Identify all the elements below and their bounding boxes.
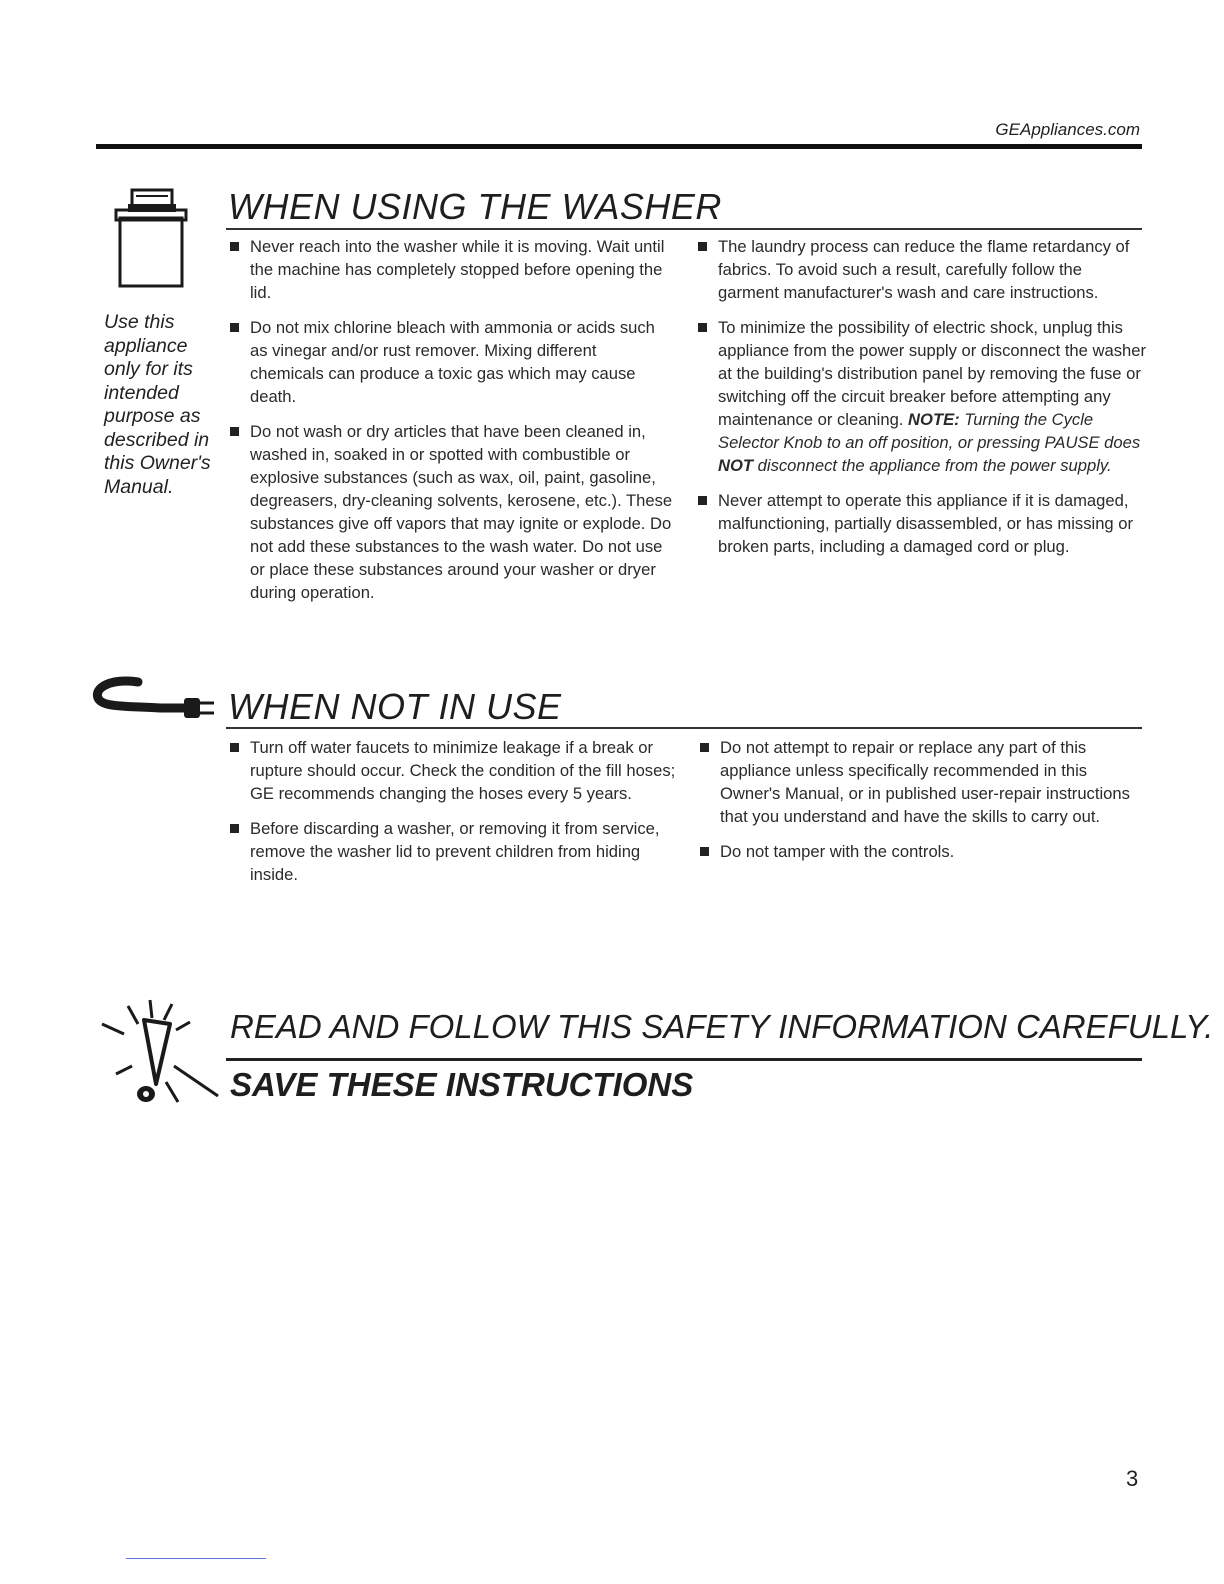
power-cord-icon [90, 668, 220, 724]
section-title-washer: WHEN USING THE WASHER [228, 186, 722, 227]
footer-link-line [126, 1558, 266, 1559]
bullet-icon [700, 743, 709, 752]
site-url: GEAppliances.com [995, 120, 1140, 139]
list-item: Before discarding a washer, or removing it from service, remove the washer lid to prevent children from hiding inside. [230, 817, 676, 886]
list-item: Do not mix chlorine bleach with ammonia or acids such as vinegar and/or rust remover. Mixing different chemicals can produce a toxic gas which may cause death. [230, 316, 674, 408]
section-rule-not-in-use [226, 727, 1142, 729]
list-item: Do not attempt to repair or replace any part of this appliance unless specifically recommended in this Owner's Manual, or in published user-repair instructions that you understand and have the skills to carry out. [700, 736, 1140, 828]
bullet-icon [230, 242, 239, 251]
bullet-icon [230, 743, 239, 752]
list-item: Do not wash or dry articles that have been cleaned in, washed in, soaked in or spotted with combustible or explosive substances (such as wax, oil, paint, gasoline, degreasers, dry-cleaning solvents, kerosene, etc.). These substances give off vapors that may ignite or explode. Do not add these substances to the wash water. Do not use or place these substances around your washer or dryer during operation. [230, 420, 674, 604]
page-number: 3 [1126, 1466, 1139, 1491]
bullet-icon [698, 496, 707, 505]
safety-rule [226, 1058, 1142, 1061]
bullet-icon [698, 323, 707, 332]
exclamation-warning-icon [92, 996, 224, 1112]
side-note: Use this appliance only for its intended purpose as described in this Owner's Manual. [104, 311, 211, 498]
bullet-icon [230, 323, 239, 332]
bullet-icon [700, 847, 709, 856]
washer-icon [106, 186, 196, 296]
bullet-icon [698, 242, 707, 251]
list-item: The laundry process can reduce the flame retardancy of fabrics. To avoid such a result, carefully follow the garment manufacturer's wash and care instructions. [698, 235, 1146, 304]
bullet-icon [230, 824, 239, 833]
section-rule-washer [226, 228, 1142, 230]
safety-heading: READ AND FOLLOW THIS SAFETY INFORMATION CAREFULLY. [230, 1008, 1214, 1045]
bullet-icon [230, 427, 239, 436]
list-item: Never attempt to operate this appliance if it is damaged, malfunctioning, partially disassembled, or has missing or broken parts, including a damaged cord or plug. [698, 489, 1146, 558]
list-item: Turn off water faucets to minimize leakage if a break or rupture should occur. Check the condition of the fill hoses; GE recommends changing the hoses every 5 years. [230, 736, 676, 805]
list-item: To minimize the possibility of electric shock, unplug this appliance from the power supply or disconnect the washer at the building's distribution panel by removing the fuse or switching off the circuit breaker before attempting any maintenance or cleaning. NOTE: Turning the Cycle Selector Knob to an off position, or pressing PAUSE does NOT disconnect the appliance from the power supply. [698, 316, 1146, 477]
save-instructions-heading: SAVE THESE INSTRUCTIONS [230, 1066, 694, 1103]
note: NOTE: Turning the Cycle Selector Knob to an off position, or pressing PAUSE does NOT disconnect the appliance from the power supply. [718, 410, 1141, 475]
washer-left-column [230, 235, 674, 616]
header-rule [96, 144, 1142, 149]
not-in-use-right-column [700, 736, 1140, 875]
list-item: Do not tamper with the controls. [700, 840, 1140, 863]
section-title-not-in-use: WHEN NOT IN USE [228, 686, 562, 727]
washer-right-column [698, 235, 1146, 570]
list-item: Never reach into the washer while it is moving. Wait until the machine has completely stopped before opening the lid. [230, 235, 674, 304]
not-in-use-left-column [230, 736, 676, 898]
